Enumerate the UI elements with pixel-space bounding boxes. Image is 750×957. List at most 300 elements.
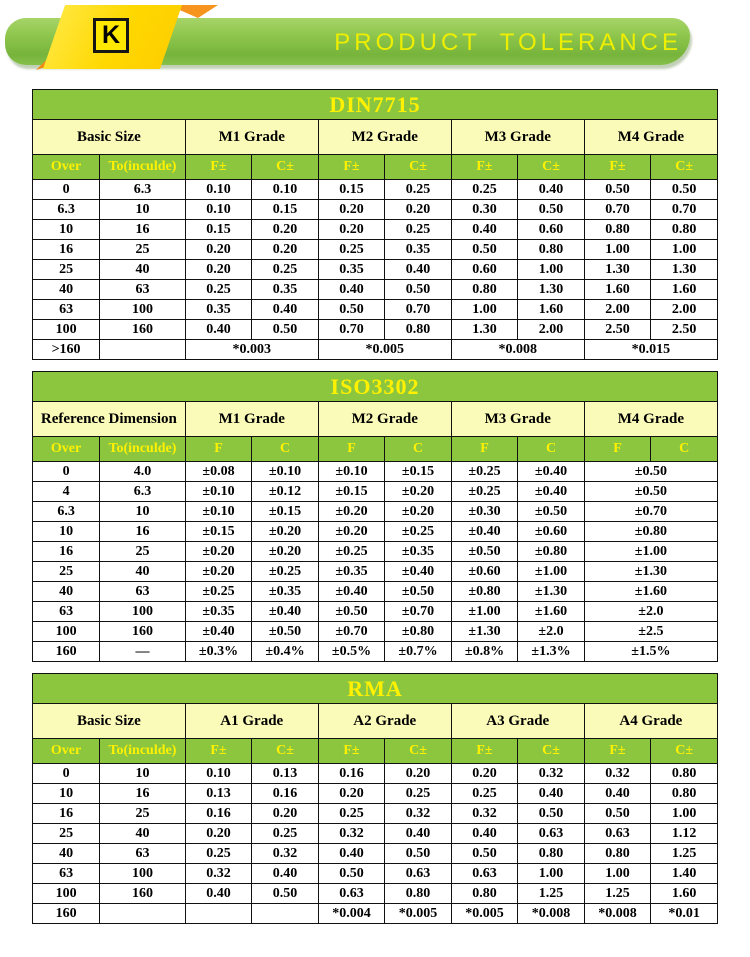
data-cell — [100, 340, 186, 360]
table-row — [33, 844, 718, 864]
table-row — [33, 502, 718, 522]
data-cell: 1.40 — [651, 864, 718, 884]
data-cell: ±0.50 — [451, 542, 518, 562]
data-cell: 160 — [100, 622, 186, 642]
col-header: To(inculde) — [100, 739, 186, 764]
data-cell: 0.40 — [318, 280, 385, 300]
data-cell: 100 — [100, 864, 186, 884]
grade-header: M3 Grade — [451, 402, 584, 437]
data-cell: 0.20 — [318, 220, 385, 240]
data-cell: 25 — [100, 804, 186, 824]
data-cell: ±0.25 — [451, 482, 518, 502]
data-cell: 0.80 — [651, 220, 718, 240]
table-title-row — [33, 674, 718, 704]
col-header: F — [584, 437, 651, 462]
data-cell: ±0.15 — [252, 502, 319, 522]
table-row — [33, 180, 718, 200]
data-cell: 0.35 — [385, 240, 452, 260]
col-header: Over — [33, 739, 100, 764]
data-cell: 0.63 — [584, 824, 651, 844]
data-cell: 16 — [100, 784, 186, 804]
data-cell: 0.10 — [185, 200, 252, 220]
data-cell: 0.50 — [252, 320, 319, 340]
data-cell: 0.32 — [185, 864, 252, 884]
col-header: F± — [185, 739, 252, 764]
data-cell: ±0.4% — [252, 642, 319, 662]
data-cell: ±0.20 — [318, 522, 385, 542]
data-cell: 0.30 — [451, 200, 518, 220]
data-cell: ±0.35 — [318, 562, 385, 582]
table-row — [33, 562, 718, 582]
data-cell: 0.35 — [318, 260, 385, 280]
col-header: C — [651, 437, 718, 462]
data-cell: 1.00 — [651, 240, 718, 260]
data-cell: 6.3 — [33, 200, 100, 220]
col-header: C — [518, 437, 585, 462]
data-cell: 2.00 — [518, 320, 585, 340]
data-cell: 0.25 — [318, 804, 385, 824]
tables-area — [32, 89, 718, 924]
data-cell: 0.50 — [651, 180, 718, 200]
data-cell: ±0.3% — [185, 642, 252, 662]
data-cell: 0.63 — [318, 884, 385, 904]
data-cell: 0 — [33, 764, 100, 784]
col-header: C± — [385, 155, 452, 180]
col-header: F — [185, 437, 252, 462]
data-cell: 0.20 — [185, 824, 252, 844]
data-cell: 0.63 — [518, 824, 585, 844]
data-cell: ±2.0 — [518, 622, 585, 642]
table-row — [33, 260, 718, 280]
data-cell: 1.25 — [584, 884, 651, 904]
data-cell: 0.35 — [185, 300, 252, 320]
data-cell: 10 — [100, 764, 186, 784]
data-cell: 2.00 — [584, 300, 651, 320]
table-row — [33, 764, 718, 784]
col-header: F — [451, 437, 518, 462]
data-cell: 63 — [33, 300, 100, 320]
data-cell: 0.20 — [252, 240, 319, 260]
data-cell: 0.50 — [252, 884, 319, 904]
data-cell: ±0.40 — [185, 622, 252, 642]
table-row — [33, 582, 718, 602]
data-cell: ±0.40 — [318, 582, 385, 602]
data-cell: ±0.50 — [584, 462, 717, 482]
data-cell: 1.12 — [651, 824, 718, 844]
data-cell: 0.20 — [318, 784, 385, 804]
data-cell: 0.40 — [252, 864, 319, 884]
data-cell: 0.25 — [385, 180, 452, 200]
data-cell: ±0.70 — [318, 622, 385, 642]
table-row — [33, 240, 718, 260]
data-cell: ±0.25 — [451, 462, 518, 482]
data-cell: ±0.40 — [385, 562, 452, 582]
data-cell: 0.40 — [252, 300, 319, 320]
data-cell: 1.60 — [651, 280, 718, 300]
grade-header: M4 Grade — [584, 402, 717, 437]
data-cell: 10 — [100, 200, 186, 220]
data-cell: ±1.30 — [451, 622, 518, 642]
grade-header: M4 Grade — [584, 120, 717, 155]
table-row — [33, 280, 718, 300]
data-cell: 0.40 — [318, 844, 385, 864]
data-cell: ±0.30 — [451, 502, 518, 522]
data-cell: 0.40 — [451, 220, 518, 240]
data-cell: 0.60 — [518, 220, 585, 240]
data-cell: 2.50 — [651, 320, 718, 340]
data-cell: ±0.20 — [385, 502, 452, 522]
data-cell: ±0.10 — [252, 462, 319, 482]
col-header: C± — [252, 155, 319, 180]
data-cell: ±0.25 — [385, 522, 452, 542]
data-cell: 0.32 — [385, 804, 452, 824]
data-cell: 16 — [33, 542, 100, 562]
data-cell: 1.00 — [518, 864, 585, 884]
data-cell: ±0.7% — [385, 642, 452, 662]
data-cell: 0.13 — [252, 764, 319, 784]
data-cell: 0.50 — [385, 844, 452, 864]
data-cell: 0.70 — [385, 300, 452, 320]
table-row — [33, 602, 718, 622]
col-header: C± — [518, 739, 585, 764]
data-cell: ±0.50 — [252, 622, 319, 642]
table-row — [33, 462, 718, 482]
table-row — [33, 824, 718, 844]
data-cell: 0.35 — [252, 280, 319, 300]
data-cell: 0.80 — [651, 784, 718, 804]
data-cell: *0.003 — [185, 340, 318, 360]
data-cell: ±0.35 — [185, 602, 252, 622]
logo-letter: K — [101, 21, 121, 49]
data-cell: ±0.20 — [252, 542, 319, 562]
data-cell: ±0.25 — [318, 542, 385, 562]
col-header: Over — [33, 437, 100, 462]
data-cell: 0.40 — [451, 824, 518, 844]
data-cell: 100 — [33, 884, 100, 904]
col-header: F± — [584, 739, 651, 764]
data-cell: ±0.10 — [185, 502, 252, 522]
data-cell: 40 — [100, 260, 186, 280]
tolerance-table-iso3302 — [32, 371, 718, 662]
col-header: F± — [584, 155, 651, 180]
data-cell: ±1.3% — [518, 642, 585, 662]
data-cell: ±1.30 — [518, 582, 585, 602]
data-cell: 10 — [100, 502, 186, 522]
data-cell: 2.50 — [584, 320, 651, 340]
data-cell: ±1.60 — [584, 582, 717, 602]
data-cell: 6.3 — [100, 482, 186, 502]
data-cell: ±0.50 — [318, 602, 385, 622]
data-cell: 0.25 — [252, 260, 319, 280]
data-cell: 0.80 — [518, 844, 585, 864]
table-row — [33, 804, 718, 824]
data-cell: ±0.15 — [185, 522, 252, 542]
col-header: To(inculde) — [100, 437, 186, 462]
table-title-row — [33, 90, 718, 120]
data-cell: ±0.8% — [451, 642, 518, 662]
data-cell: 0.20 — [185, 260, 252, 280]
data-cell: ±2.5 — [584, 622, 717, 642]
data-cell: ±0.40 — [518, 482, 585, 502]
data-cell: 0.50 — [584, 180, 651, 200]
data-cell: ±0.25 — [185, 582, 252, 602]
data-cell: 0.63 — [451, 864, 518, 884]
data-cell: 0.50 — [451, 844, 518, 864]
data-cell: 1.30 — [518, 280, 585, 300]
data-cell: 1.60 — [584, 280, 651, 300]
col-header: C± — [651, 739, 718, 764]
table-row — [33, 200, 718, 220]
data-cell: — — [100, 642, 186, 662]
grade-header: M2 Grade — [318, 120, 451, 155]
data-cell: *0.005 — [451, 904, 518, 924]
data-cell: ±0.60 — [451, 562, 518, 582]
data-cell: 1.00 — [518, 260, 585, 280]
col-header: F± — [318, 739, 385, 764]
table-title-row — [33, 372, 718, 402]
table-row — [33, 340, 718, 360]
data-cell: *0.008 — [584, 904, 651, 924]
data-cell: ±0.80 — [451, 582, 518, 602]
data-cell: *0.004 — [318, 904, 385, 924]
data-cell: ±1.00 — [584, 542, 717, 562]
col-header: F± — [451, 739, 518, 764]
data-cell: 0.50 — [518, 804, 585, 824]
data-cell: 63 — [33, 864, 100, 884]
grade-header: A4 Grade — [584, 704, 717, 739]
data-cell: 0.80 — [651, 764, 718, 784]
table-row — [33, 522, 718, 542]
data-cell: 0.80 — [385, 320, 452, 340]
grade-header-row — [33, 120, 718, 155]
col-header: C± — [252, 739, 319, 764]
data-cell: 0.70 — [318, 320, 385, 340]
data-cell: 1.00 — [651, 804, 718, 824]
size-header: Basic Size — [33, 120, 186, 155]
data-cell: 0.16 — [185, 804, 252, 824]
table-row — [33, 864, 718, 884]
data-cell: 0.25 — [318, 240, 385, 260]
data-cell: 0.32 — [318, 824, 385, 844]
table-row — [33, 220, 718, 240]
data-cell: 160 — [33, 904, 100, 924]
grade-header: A1 Grade — [185, 704, 318, 739]
data-cell: 1.00 — [451, 300, 518, 320]
data-cell: 0.25 — [451, 784, 518, 804]
data-cell: 0.40 — [518, 784, 585, 804]
data-cell: 1.60 — [651, 884, 718, 904]
grade-header: A3 Grade — [451, 704, 584, 739]
data-cell: 0.20 — [252, 804, 319, 824]
data-cell: 0.15 — [318, 180, 385, 200]
data-cell: ±0.20 — [318, 502, 385, 522]
data-cell: *0.015 — [584, 340, 717, 360]
data-cell: 0.80 — [451, 884, 518, 904]
table-row — [33, 320, 718, 340]
data-cell: ±0.40 — [451, 522, 518, 542]
data-cell: 0.13 — [185, 784, 252, 804]
data-cell: 0.25 — [451, 180, 518, 200]
data-cell: ±0.15 — [318, 482, 385, 502]
data-cell: 0.10 — [185, 180, 252, 200]
data-cell: 40 — [100, 562, 186, 582]
col-header: C — [252, 437, 319, 462]
data-cell: 16 — [100, 522, 186, 542]
data-cell — [252, 904, 319, 924]
table-row — [33, 300, 718, 320]
data-cell: 160 — [100, 884, 186, 904]
data-cell: 40 — [33, 582, 100, 602]
grade-header: M3 Grade — [451, 120, 584, 155]
data-cell: 63 — [100, 582, 186, 602]
data-cell: ±0.40 — [252, 602, 319, 622]
data-cell: 16 — [33, 804, 100, 824]
col-header: C± — [385, 739, 452, 764]
banner — [0, 5, 750, 71]
data-cell: 0.80 — [518, 240, 585, 260]
data-cell: 1.00 — [584, 864, 651, 884]
data-cell: ±0.20 — [185, 562, 252, 582]
data-cell: 2.00 — [651, 300, 718, 320]
data-cell: ±0.25 — [252, 562, 319, 582]
data-cell: ±0.80 — [518, 542, 585, 562]
data-cell: 160 — [33, 642, 100, 662]
data-cell: 1.30 — [584, 260, 651, 280]
data-cell: 0.16 — [318, 764, 385, 784]
table-title: ISO3302 — [33, 372, 718, 402]
table-title: DIN7715 — [33, 90, 718, 120]
data-cell: ±0.10 — [318, 462, 385, 482]
table-row — [33, 622, 718, 642]
data-cell: ±0.40 — [518, 462, 585, 482]
data-cell: 0.20 — [451, 764, 518, 784]
col-header: F — [318, 437, 385, 462]
data-cell: 100 — [100, 602, 186, 622]
data-cell: 1.25 — [651, 844, 718, 864]
data-cell: *0.008 — [518, 904, 585, 924]
data-cell: ±0.20 — [385, 482, 452, 502]
data-cell: 0.50 — [385, 280, 452, 300]
table-row — [33, 642, 718, 662]
data-cell: 4 — [33, 482, 100, 502]
data-cell: ±0.50 — [385, 582, 452, 602]
data-cell: ±1.60 — [518, 602, 585, 622]
data-cell: 1.30 — [651, 260, 718, 280]
data-cell: 1.25 — [518, 884, 585, 904]
table-row — [33, 884, 718, 904]
column-header-row — [33, 739, 718, 764]
tolerance-table-rma — [32, 673, 718, 924]
data-cell: 0.25 — [252, 824, 319, 844]
data-cell: ±0.20 — [252, 522, 319, 542]
data-cell: 0.20 — [318, 200, 385, 220]
data-cell: 0 — [33, 462, 100, 482]
col-header: Over — [33, 155, 100, 180]
data-cell: ±1.00 — [451, 602, 518, 622]
column-header-row — [33, 155, 718, 180]
data-cell: 25 — [100, 240, 186, 260]
data-cell: 40 — [100, 824, 186, 844]
data-cell: 10 — [33, 784, 100, 804]
data-cell: ±0.5% — [318, 642, 385, 662]
page-title: PRODUCT TOLERANCE — [334, 29, 682, 56]
data-cell: 16 — [33, 240, 100, 260]
data-cell: 0 — [33, 180, 100, 200]
data-cell: ±0.10 — [185, 482, 252, 502]
table-title: RMA — [33, 674, 718, 704]
grade-header: M2 Grade — [318, 402, 451, 437]
data-cell: 0.16 — [252, 784, 319, 804]
data-cell: ±0.50 — [518, 502, 585, 522]
data-cell: 1.30 — [451, 320, 518, 340]
data-cell: 25 — [100, 542, 186, 562]
data-cell: 63 — [33, 602, 100, 622]
table-row — [33, 904, 718, 924]
data-cell: 10 — [33, 220, 100, 240]
data-cell: 0.20 — [252, 220, 319, 240]
data-cell: 100 — [100, 300, 186, 320]
data-cell: 6.3 — [33, 502, 100, 522]
data-cell: ±1.30 — [584, 562, 717, 582]
data-cell: ±0.80 — [385, 622, 452, 642]
data-cell: 0.32 — [252, 844, 319, 864]
data-cell: 0.15 — [185, 220, 252, 240]
data-cell: 0.25 — [385, 784, 452, 804]
data-cell: ±1.00 — [518, 562, 585, 582]
data-cell: 0.60 — [451, 260, 518, 280]
data-cell — [100, 904, 186, 924]
data-cell: 0.32 — [451, 804, 518, 824]
data-cell: 0.70 — [651, 200, 718, 220]
data-cell: *0.01 — [651, 904, 718, 924]
data-cell: *0.005 — [385, 904, 452, 924]
data-cell: 0.50 — [318, 300, 385, 320]
data-cell: 0.40 — [518, 180, 585, 200]
data-cell: 0.20 — [385, 200, 452, 220]
data-cell: 0.32 — [518, 764, 585, 784]
data-cell: 0.10 — [185, 764, 252, 784]
data-cell: 0.63 — [385, 864, 452, 884]
data-cell: ±0.12 — [252, 482, 319, 502]
grade-header: A2 Grade — [318, 704, 451, 739]
data-cell: 4.0 — [100, 462, 186, 482]
data-cell: 25 — [33, 260, 100, 280]
data-cell: 25 — [33, 562, 100, 582]
data-cell: 0.40 — [185, 884, 252, 904]
data-cell: 0.20 — [185, 240, 252, 260]
data-cell: 100 — [33, 320, 100, 340]
table-row — [33, 542, 718, 562]
data-cell: ±0.20 — [185, 542, 252, 562]
data-cell: 0.40 — [385, 824, 452, 844]
brand-logo — [93, 18, 129, 53]
data-cell: ±2.0 — [584, 602, 717, 622]
data-cell: ±0.80 — [584, 522, 717, 542]
data-cell: 25 — [33, 824, 100, 844]
col-header: To(inculde) — [100, 155, 186, 180]
data-cell: 0.15 — [252, 200, 319, 220]
size-header: Reference Dimension — [33, 402, 186, 437]
data-cell: 0.50 — [451, 240, 518, 260]
data-cell: 63 — [100, 280, 186, 300]
data-cell: 0.50 — [318, 864, 385, 884]
col-header: F± — [451, 155, 518, 180]
col-header: C± — [651, 155, 718, 180]
data-cell: 0.40 — [584, 784, 651, 804]
table-row — [33, 482, 718, 502]
data-cell: 0.50 — [584, 804, 651, 824]
data-cell: 0.80 — [385, 884, 452, 904]
